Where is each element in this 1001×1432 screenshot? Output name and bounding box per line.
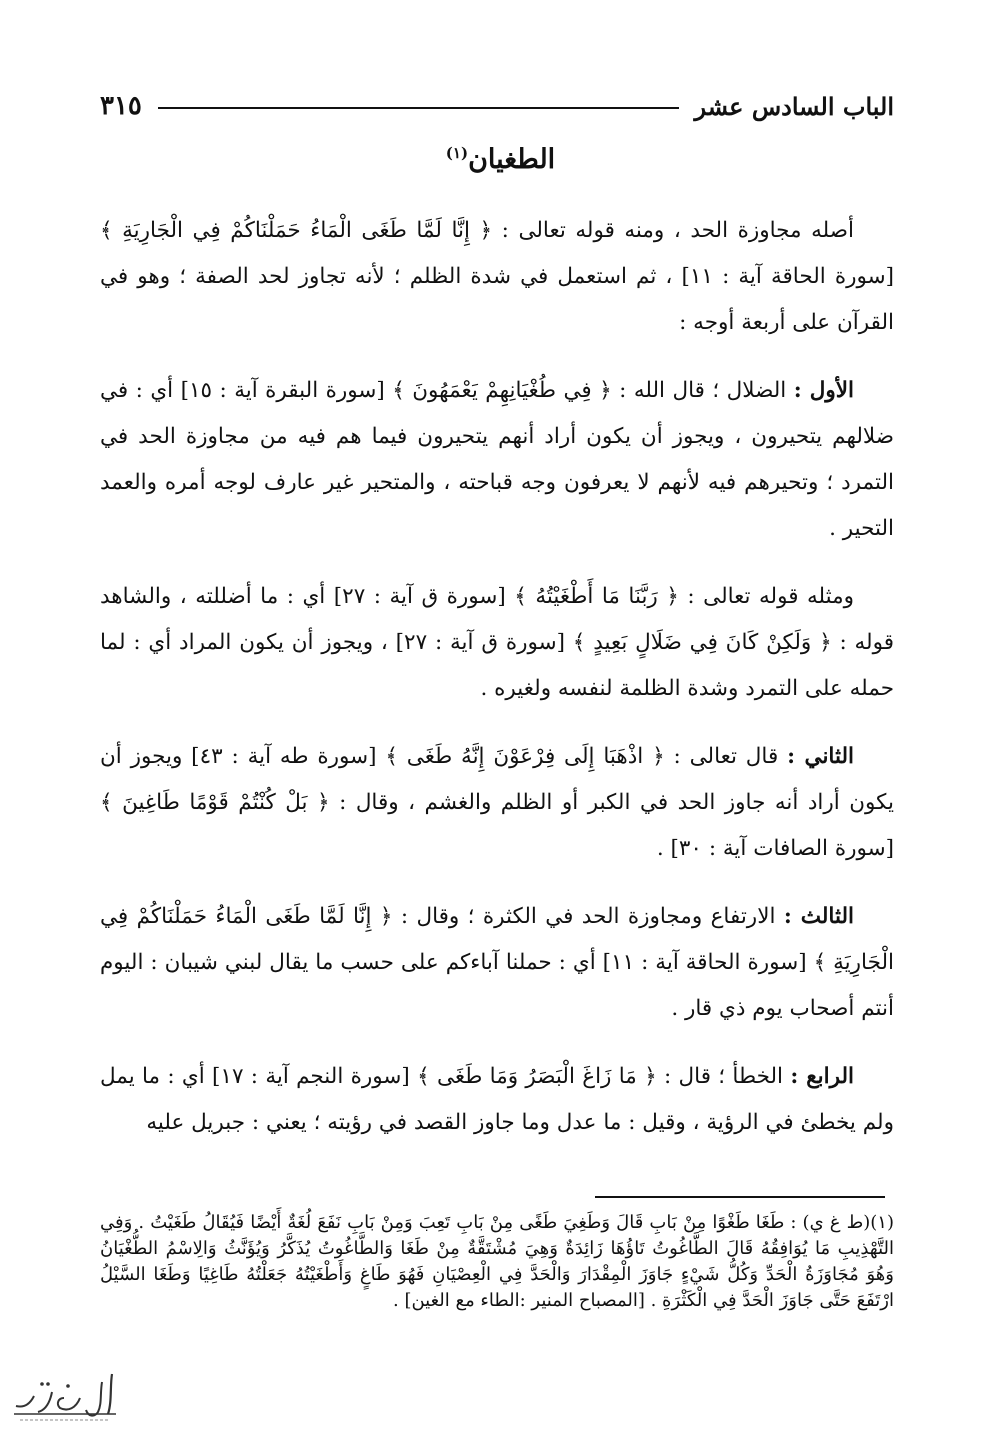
- paragraph-text: قال تعالى : ﴿ اذْهَبَا إِلَى فِرْعَوْنَ إِنَّهُ طَغَى ﴾ [سورة طه آية : ٤٣] ويجوز أن يكون أراد أنه جاوز الحد في الكبر أو الظلم والغشم ، وقال : ﴿ بَلْ كُنْتُمْ قَوْمًا طَاغِينَ ﴾ [سورة الصافات آية : ٣٠] .: [100, 744, 894, 861]
- publisher-logo: [8, 1368, 120, 1424]
- footnotes: [100, 1210, 894, 1314]
- sense-label: الثالث :: [783, 904, 854, 929]
- paragraph-text: ومثله قوله تعالى : ﴿ رَبَّنَا مَا أَطْغَيْتُهُ ﴾ [سورة ق آية : ٢٧] أي : ما أضللته ، والشاهد قوله : ﴿ وَلَكِنْ كَانَ فِي ضَلَالٍ بَعِيدٍ ﴾ [سورة ق آية : ٢٧] ، ويجوز أن يكون المراد أي : لما حمله على التمرد وشدة الظلمة لنفسه ولغيره .: [100, 584, 894, 701]
- paragraph-sense-4: [100, 1054, 894, 1146]
- footnote-text: (١)(ط غ ي) : طَغَا طَغْوًا مِنْ بَابِ قَالَ وَطَغِيَ طَغًى مِنْ بَابِ تَعِبَ وَمِنْ بَابِ نَفَعَ لُغَةٌ أَيْضًا فَيُقَالُ طَغَيْتُ . وَفِي التَّهْذِيبِ مَا يُوَافِقُهُ قَالَ الطَّاغُوتُ تَاؤُهَا زَائِدَةٌ وَهِيَ مُشْتَقَّةٌ مِنْ طَغَا وَالطَّاغُوتُ يُذَكَّرُ وَيُؤَنَّثُ وَالِاسْمُ الطُّغْيَانُ وَهُوَ مُجَاوَزَةُ الْحَدِّ وَكُلُّ شَيْءٍ جَاوَزَ الْمِقْدَارَ وَالْحَدَّ فِي الْعِصْيَانِ فَهُوَ طَاغٍ وَأَطْغَيْتُهُ جَعَلْتُهُ طَاغِيًا وَطَغَا السَّيْلُ ارْتَفَعَ حَتَّى جَاوَزَ الْحَدَّ فِي الْكَثْرَةِ . [المصباح المنير :الطاء مع الغين] .: [100, 1212, 894, 1311]
- footnote-marker: (١): [445, 144, 469, 162]
- paragraph-text: الارتفاع ومجاوزة الحد في الكثرة ؛ وقال : ﴿ إِنَّا لَمَّا طَغَى الْمَاءُ حَمَلْنَاكُمْ فِي الْجَارِيَةِ ﴾ [سورة الحاقة آية : ١١] أي : حملنا آباءكم على حسب ما يقال لبني شيبان : اليوم أنتم أصحاب يوم ذي قار .: [100, 904, 895, 1021]
- sense-label: الثاني :: [787, 744, 854, 769]
- sense-label: الرابع :: [790, 1064, 854, 1089]
- header-rule: [158, 107, 679, 109]
- entry-title-text: الطغيان: [468, 144, 556, 175]
- page-number: ٣١٥: [100, 91, 142, 121]
- body-text: [100, 208, 894, 1168]
- sense-label: الأول :: [793, 378, 854, 403]
- paragraph-text: الخطأ ؛ قال : ﴿ مَا زَاغَ الْبَصَرُ وَمَا طَغَى ﴾ [سورة النجم آية : ١٧] أي : ما يمل ولم يخطئ في الرؤية ، وقيل : ما عدل وما جاوز القصد في رؤيته ؛ يعني : جبريل عليه: [100, 1064, 894, 1135]
- footnote-rule: [595, 1196, 885, 1198]
- paragraph-text: الضلال ؛ قال الله : ﴿ فِي طُغْيَانِهِمْ يَعْمَهُونَ ﴾ [سورة البقرة آية : ١٥] أي : في ضلالهم يتحيرون ، ويجوز أن يكون أراد أنهم يتحيرون فيما هم فيه من مجاوزة الحد في التمرد ؛ وتحيرهم فيه لأنهم لا يعرفون وجه قباحته ، والمتحير غير عارف لوجه أمره والعمد التحير .: [100, 378, 894, 541]
- entry-title: [0, 144, 1001, 175]
- paragraph-intro: [100, 208, 894, 346]
- paragraph-sense-1-example: [100, 574, 894, 712]
- paragraph-sense-2: [100, 734, 894, 872]
- paragraph-sense-3: [100, 894, 894, 1032]
- calligraphy-logo-icon: [8, 1368, 120, 1424]
- paragraph-text: أصله مجاوزة الحد ، ومنه قوله تعالى : ﴿ إِنَّا لَمَّا طَغَى الْمَاءُ حَمَلْنَاكُمْ فِي الْجَارِيَةِ ﴾ [سورة الحاقة آية : ١١] ، ثم استعمل في شدة الظلم ؛ لأنه تجاوز لحد الصفة ؛ وهو في القرآن على أربعة أوجه :: [100, 218, 895, 335]
- running-header: [100, 88, 894, 124]
- paragraph-sense-1: [100, 368, 894, 552]
- chapter-title: الباب السادس عشر: [694, 91, 894, 121]
